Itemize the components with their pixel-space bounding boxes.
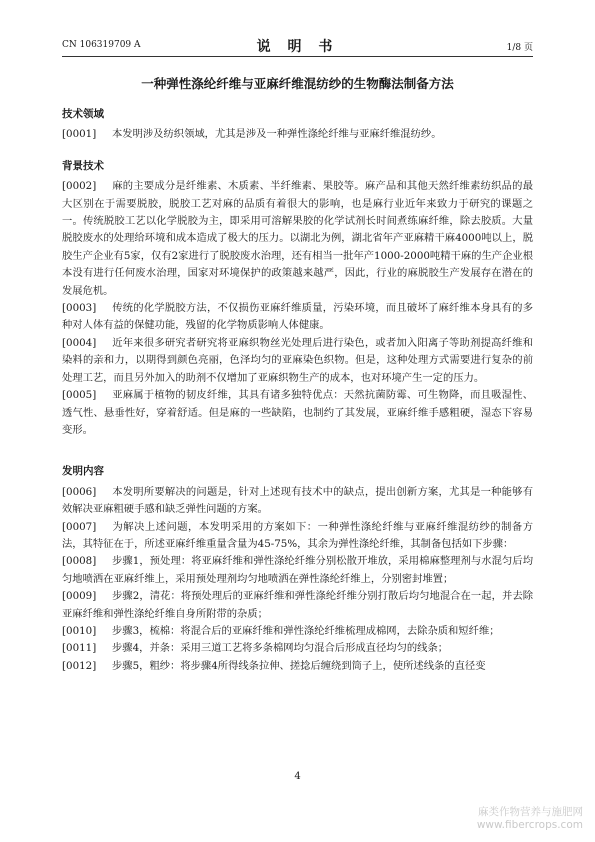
paragraph-0004: [62, 335, 533, 387]
document-body: [62, 100, 533, 675]
paragraph-number: [0007]: [62, 520, 97, 533]
paragraph-number: [0005]: [62, 389, 97, 402]
paragraph-number: [0001]: [62, 128, 97, 141]
document-type: 说 明 书: [256, 39, 339, 55]
document-title: 一种弹性涤纶纤维与亚麻纤维混纺纱的生物酶法制备方法: [141, 76, 454, 91]
page-header: [62, 36, 533, 57]
paragraph-number: [0003]: [62, 302, 97, 315]
paragraph-text: 近年来很多研究者研究将亚麻织物丝光处理后进行染色，或者加入阳离子等助剂提高纤维和染料的亲和力，以期得到颜色亮丽，色泽均匀的亚麻染色织物。但是，这种处理方式需要进行复杂的前处理工艺，而且另外加入的助剂不仅增加了亚麻织物生产的成本，也对环境产生一定的压力。: [62, 336, 533, 384]
paragraph-number: [0012]: [62, 659, 97, 672]
paragraph-0003: [62, 300, 533, 335]
paragraph-0009: [62, 588, 533, 623]
paragraph-text: 步骤1，预处理：将亚麻纤维和弹性涤纶纤维分别松散开堆放，采用棉麻整理剂与水混匀后均匀地喷洒在亚麻纤维上，采用预处理剂均匀地喷洒在弹性涤纶纤维上，分别密封堆置；: [62, 555, 533, 585]
paragraph-0011: [62, 640, 533, 657]
paragraph-0002: [62, 178, 533, 300]
paragraph-text: 为解决上述问题，本发明采用的方案如下：一种弹性涤纶纤维与亚麻纤维混纺纱的制备方法，其特征在于，所述亚麻纤维重量含量为45-75%，其余为弹性涤纶纤维，其制备包括如下步骤：: [62, 520, 533, 550]
paragraph-0008: [62, 553, 533, 588]
page-info: 1/8 页: [506, 43, 533, 53]
paragraph-number: [0006]: [62, 485, 97, 498]
paragraph-text: 传统的化学脱胶方法，不仅损伤亚麻纤维质量，污染环境，而且破坏了麻纤维本身具有的多种对人体有益的保健功能，残留的化学物质影响人体健康。: [62, 302, 533, 332]
paragraph-0001: [62, 126, 533, 143]
paragraph-text: 步骤2，清花：将预处理后的亚麻纤维和弹性涤纶纤维分别打散后均匀地混合在一起，并去除亚麻纤维和弹性涤纶纤维自身所附带的杂质；: [62, 590, 533, 620]
paragraph-0005: [62, 387, 533, 439]
paragraph-number: [0011]: [62, 642, 97, 655]
paragraph-number: [0009]: [62, 590, 97, 603]
paragraph-number: [0002]: [62, 180, 97, 193]
paragraph-0007: [62, 519, 533, 554]
paragraph-0010: [62, 623, 533, 640]
paragraph-number: [0004]: [62, 336, 97, 349]
paragraph-0012: [62, 658, 533, 675]
paragraph-text: 步骤3，梳棉：将混合后的亚麻纤维和弹性涤纶纤维梳理成棉网，去除杂质和短纤维；: [112, 624, 500, 637]
paragraph-0006: [62, 484, 533, 519]
watermark: [477, 806, 583, 832]
page-number: 4: [294, 771, 301, 782]
paragraph-text: 步骤5，粗纱：将步骤4所得线条拉伸、搓捻后缠绕到筒子上，使所述线条的直径变: [112, 659, 486, 672]
section-heading-invention: 发明内容: [62, 465, 104, 478]
paragraph-number: [0010]: [62, 624, 97, 637]
paragraph-text: 亚麻属于植物的韧皮纤维，其具有诸多独特优点：天然抗菌防霉、可生物降，而且吸湿性、透气性、悬垂性好，穿着舒适。但是麻的一些缺陷，也制约了其发展，亚麻纤维手感粗硬，湿态下容易变形。: [62, 389, 533, 436]
paragraph-number: [0008]: [62, 555, 97, 568]
publication-number: CN 106319709 A: [62, 40, 141, 50]
paragraph-text: 本发明涉及纺织领域，尤其是涉及一种弹性涤纶纤维与亚麻纤维混纺纱。: [112, 128, 442, 141]
section-heading-background: 背景技术: [62, 159, 104, 172]
watermark-site-name: 麻类作物营养与施肥网: [478, 806, 583, 818]
watermark-url: www.fibercrops.com: [476, 819, 583, 831]
paragraph-text: 步骤4，并条：采用三道工艺将多条棉网均匀混合后形成直径均匀的线条；: [112, 642, 449, 655]
paragraph-text: 本发明所要解决的问题是，针对上述现有技术中的缺点，提出创新方案，尤其是一种能够有效解决亚麻粗硬手感和缺乏弹性问题的方案。: [62, 485, 533, 516]
paragraph-text: 麻的主要成分是纤维素、木质素、半纤维素、果胶等。麻产品和其他天然纤维素纺织品的最大区别在于需要脱胶，脱胶工艺对麻的品质有着很大的影响，也是麻行业近年来致力于研究的课题之一。传统脱胶工艺以化学脱胶为主，即采用可溶解果胶的化学试剂长时间煮练麻纤维，除去胶质。大量脱胶废水的处理给环境和成本造成了极大的压力。以湖北为例，湖北省年产亚麻精干麻4000吨以上，脱胶生产企业有5家，仅有2家进行了脱胶废水治理，还有相当一批年产1000-2000吨精干麻的生产企业根本没有进行任何废水治理，国家对环境保护的政策越来越严，因此，行业的麻脱胶生产发展存在潜在的发展危机。: [62, 180, 533, 297]
section-heading-tech-field: 技术领域: [62, 108, 104, 120]
